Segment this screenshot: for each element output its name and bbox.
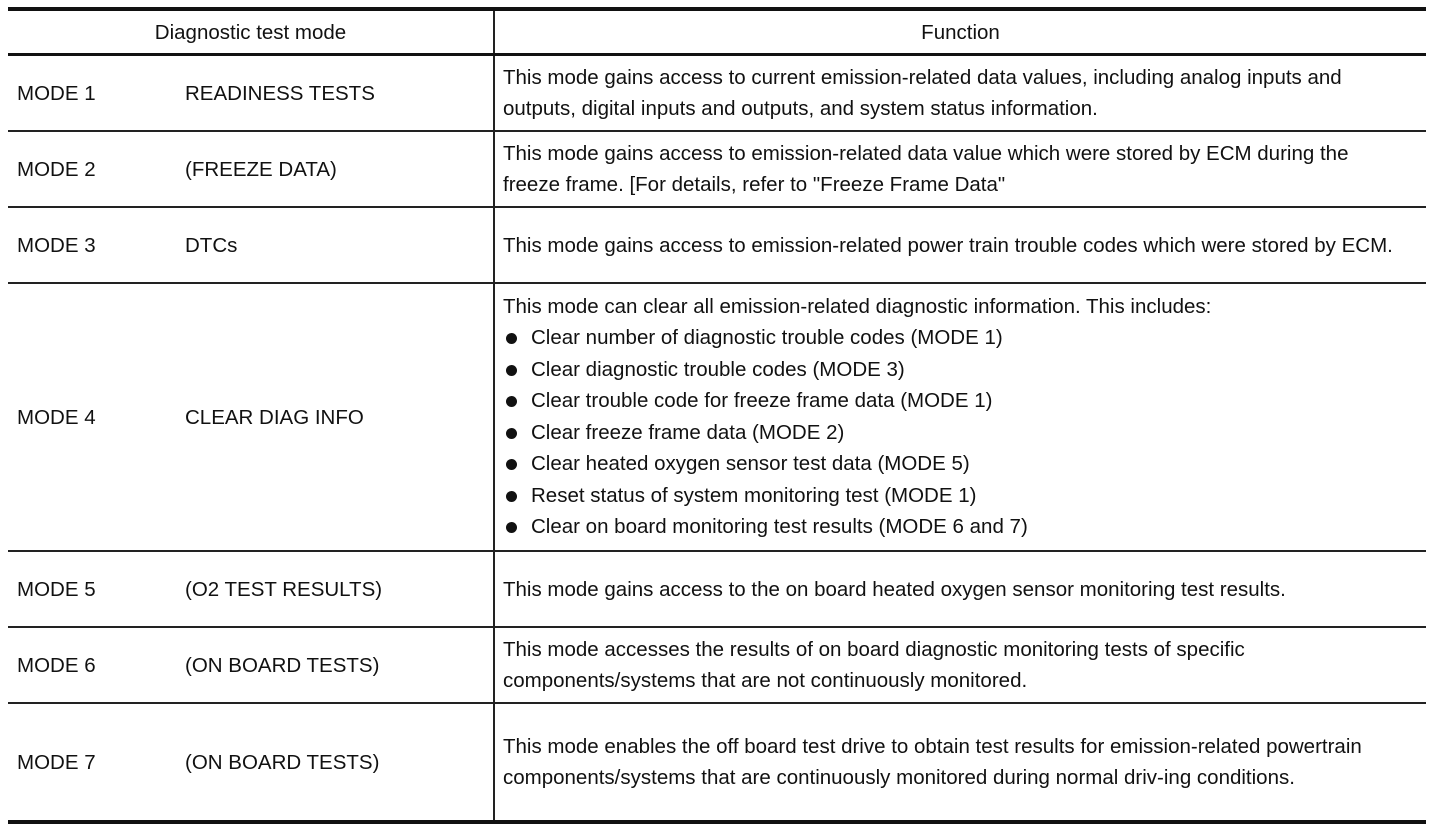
- mode-cell: MODE 5: [8, 551, 176, 627]
- list-item: [503, 511, 1400, 543]
- list-item-text: Clear diagnostic trouble codes (MODE 3): [531, 357, 905, 381]
- bullet-icon: [506, 522, 517, 533]
- mode-name-cell: (ON BOARD TESTS): [176, 703, 494, 822]
- list-item-text: Reset status of system monitoring test (MODE 1): [531, 483, 977, 507]
- function-text: This mode gains access to the on board heated oxygen sensor monitoring test results.: [503, 577, 1286, 601]
- bullet-icon: [506, 333, 517, 344]
- mode-cell: MODE 2: [8, 131, 176, 207]
- diagnostic-mode-table-sheet: [8, 7, 1426, 824]
- function-cell: [494, 207, 1426, 283]
- mode-name-cell: DTCs: [176, 207, 494, 283]
- function-text: This mode gains access to current emission-related data values, including analog inputs and outputs, digital inputs and outputs, and system status information.: [503, 66, 1342, 120]
- list-item-text: Clear trouble code for freeze frame data (MODE 1): [531, 389, 993, 413]
- header-diagnostic-test-mode: Diagnostic test mode: [8, 9, 494, 55]
- function-text: This mode can clear all emission-related diagnostic information. This includes:: [503, 295, 1212, 319]
- mode-name-cell: (ON BOARD TESTS): [176, 627, 494, 703]
- mode-cell: MODE 3: [8, 207, 176, 283]
- list-item-text: Clear freeze frame data (MODE 2): [531, 420, 845, 444]
- bullet-icon: [506, 459, 517, 470]
- function-cell: [494, 55, 1426, 132]
- mode-name-cell: CLEAR DIAG INFO: [176, 283, 494, 551]
- bullet-icon: [506, 365, 517, 376]
- function-cell: [494, 627, 1426, 703]
- list-item: [503, 448, 1400, 480]
- function-text: This mode accesses the results of on board diagnostic monitoring tests of specific components/systems that are not continuously monitored.: [503, 638, 1245, 692]
- list-item: [503, 385, 1400, 417]
- table-row-mode-3: [8, 207, 1426, 283]
- table-row-mode-4: [8, 283, 1426, 551]
- function-cell: [494, 283, 1426, 551]
- function-cell: [494, 551, 1426, 627]
- table-row-mode-6: [8, 627, 1426, 703]
- list-item-text: Clear heated oxygen sensor test data (MODE 5): [531, 452, 970, 476]
- mode-cell: MODE 6: [8, 627, 176, 703]
- mode-cell: MODE 1: [8, 55, 176, 132]
- list-item: [503, 417, 1400, 449]
- mode-cell: MODE 7: [17, 750, 96, 774]
- table-row-mode-2: [8, 131, 1426, 207]
- function-cell: [494, 131, 1426, 207]
- table-row-mode-5: [8, 551, 1426, 627]
- diagnostic-mode-table: [8, 7, 1426, 824]
- clear-items-list: [503, 322, 1400, 543]
- bullet-icon: [506, 428, 517, 439]
- list-item-text: Clear number of diagnostic trouble codes (MODE 1): [531, 326, 1003, 350]
- mode-cell: MODE 4: [8, 283, 176, 551]
- function-text: This mode gains access to emission-related power train trouble codes which were stored by ECM.: [503, 233, 1393, 257]
- function-text: This mode gains access to emission-related data value which were stored by ECM during the freeze frame. [For details, refer to "Freeze Frame Data": [503, 142, 1349, 196]
- mode-name-cell: (FREEZE DATA): [176, 131, 494, 207]
- list-item: [503, 322, 1400, 354]
- table-header-row: [8, 9, 1426, 55]
- header-function: Function: [494, 9, 1426, 55]
- bullet-icon: [506, 491, 517, 502]
- table-row-mode-1: [8, 55, 1426, 132]
- list-item: [503, 354, 1400, 386]
- table-row-mode-7: [8, 703, 1426, 822]
- function-cell: [494, 703, 1426, 822]
- list-item-text: Clear on board monitoring test results (MODE 6 and 7): [531, 515, 1028, 539]
- list-item: [503, 480, 1400, 512]
- bullet-icon: [506, 396, 517, 407]
- mode-name-cell: READINESS TESTS: [176, 55, 494, 132]
- function-text: This mode enables the off board test drive to obtain test results for emission-related powertrain components/systems that are continuously monitored during normal driv-ing conditions.: [503, 735, 1362, 789]
- mode-name-cell: (O2 TEST RESULTS): [176, 551, 494, 627]
